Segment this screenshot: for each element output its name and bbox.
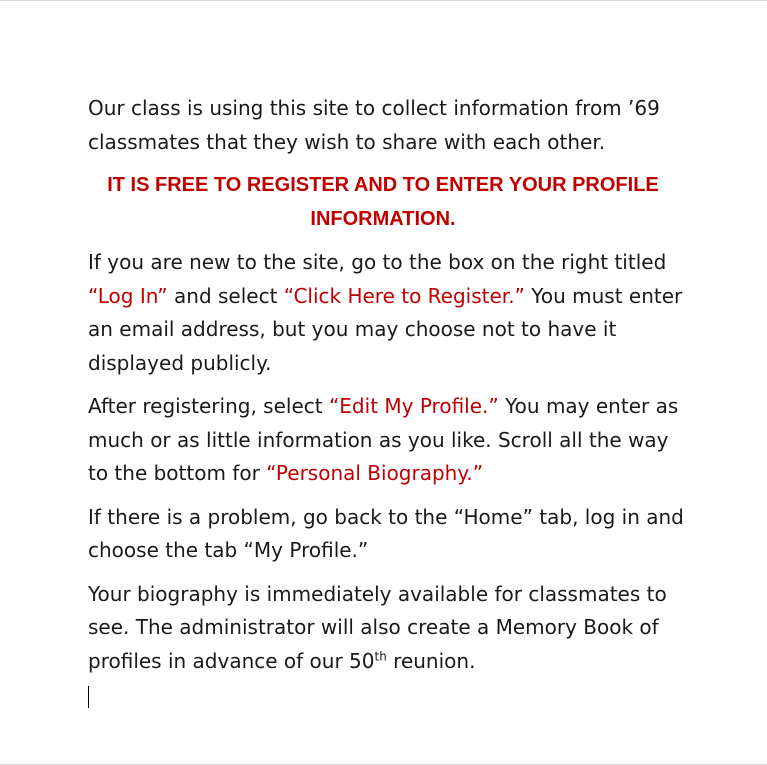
biography-text-1: Your biography is immediately available for classmates to see. The administrator will also create a Memory Book of profiles in advance of our 50 [88, 581, 667, 673]
registration-paragraph [88, 246, 688, 380]
ordinal-superscript: th [374, 648, 387, 663]
free-registration-heading: IT IS FREE TO REGISTER AND TO ENTER YOUR PROFILE INFORMATION. [107, 174, 659, 230]
biography-text-2: reunion. [386, 648, 476, 673]
edit-profile-text-2: You may enter as much or as little information as you like. Scroll all the way to the bottom for [88, 394, 679, 485]
document-body[interactable] [88, 92, 688, 688]
intro-paragraph: Our class is using this site to collect information from ’69 classmates that they wish to share with each other. [88, 96, 660, 154]
edit-profile-paragraph [88, 390, 688, 491]
registration-text-2: and select [167, 283, 284, 308]
click-here-register-reference: “Click Here to Register.” [283, 283, 525, 308]
edit-profile-text-1: After registering, select [88, 394, 329, 418]
registration-text-1: If you are new to the site, go to the box on the right titled [88, 250, 667, 274]
registration-text-3: You must enter an email address, but you may choose not to have it displayed publicly. [88, 283, 683, 375]
biography-paragraph [88, 578, 688, 679]
edit-my-profile-reference: “Edit My Profile.” [328, 394, 499, 418]
personal-biography-reference: “Personal Biography.” [266, 461, 484, 485]
problem-paragraph: If there is a problem, go back to the “Home” tab, log in and choose the tab “My Profile.” [88, 504, 684, 562]
text-cursor [88, 686, 89, 708]
log-in-reference: “Log In” [88, 283, 168, 308]
